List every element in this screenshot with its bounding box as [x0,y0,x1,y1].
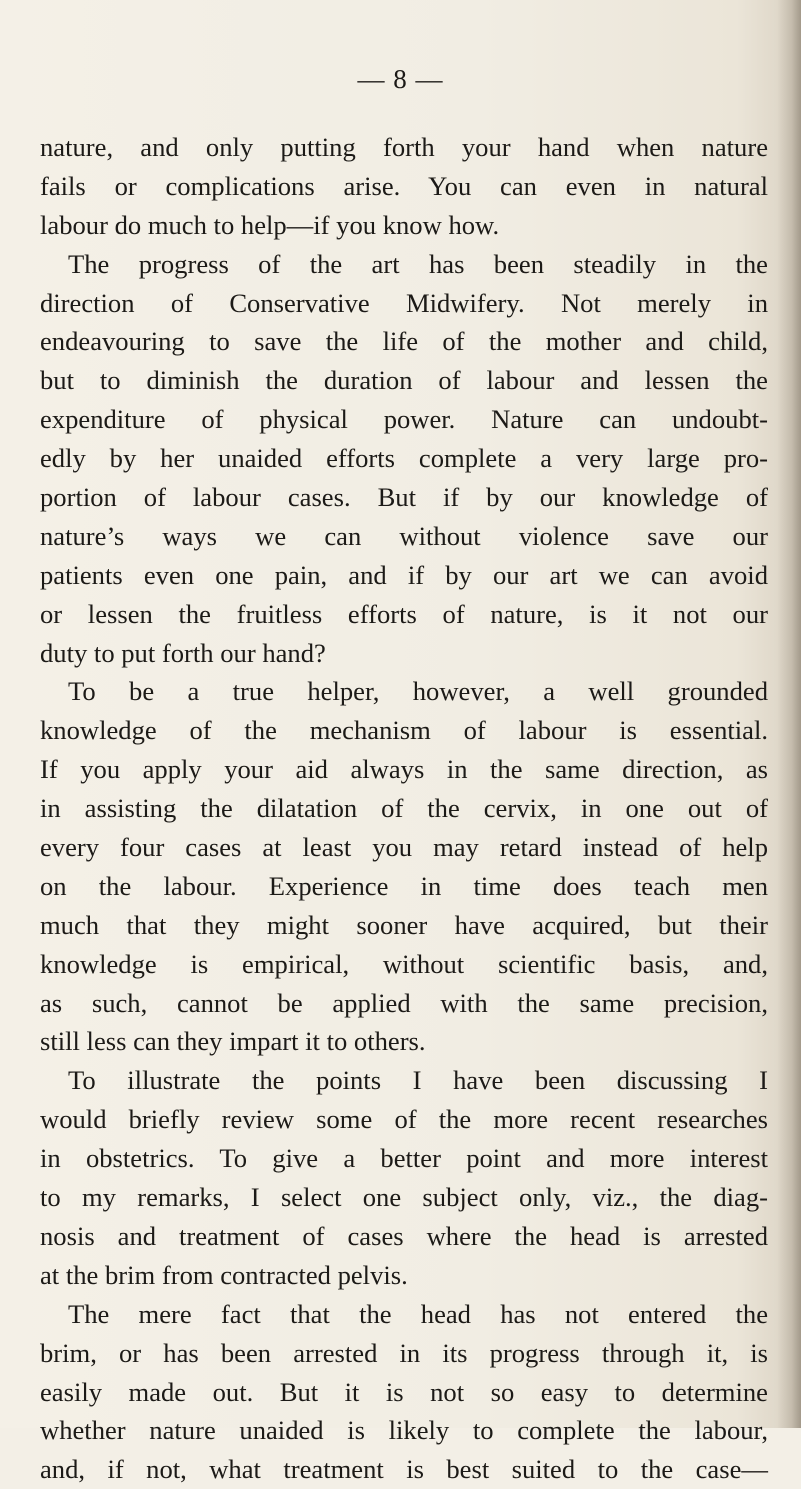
text-line: would briefly review some of the more recent researches [40,1104,768,1135]
text-line: at the brim from contracted pelvis. [40,1259,408,1290]
text-line: in obstetrics. To give a better point and more interest [40,1143,768,1174]
text-line: nature, and only putting forth your hand when nature [40,132,768,162]
text-line: and, if not, what treatment is best suited to the case— [40,1454,768,1485]
text-line: or lessen the fruitless efforts of nature, is it not our [40,598,768,629]
text-line: to my remarks, I select one subject only, viz., the diag- [40,1182,768,1213]
text-line: direction of Conservative Midwifery. Not merely in [40,287,768,318]
page-edge-shadow [777,0,801,1428]
text-line: in assisting the dilatation of the cervix, in one out of [40,793,768,824]
text-line: but to diminish the duration of labour and lessen the [40,365,768,396]
text-line: If you apply your aid always in the same direction, as [40,754,768,785]
body-text [40,128,768,1489]
text-line: To illustrate the points I have been discussing I [68,1065,768,1096]
text-line: fails or complications arise. You can even in natural [40,170,768,201]
text-line: expenditure of physical power. Nature can undoubt- [40,404,768,435]
text-line: edly by her unaided efforts complete a very large pro- [40,443,768,474]
text-line: patients even one pain, and if by our art we can avoid [40,559,768,590]
text-line: The mere fact that the head has not entered the [68,1298,768,1329]
text-line: whether nature unaided is likely to complete the labour, [40,1415,768,1446]
text-line: nature’s ways we can without violence save our [40,520,768,551]
text-line: duty to put forth our hand? [40,637,326,668]
text-line: brim, or has been arrested in its progress through it, is [40,1337,768,1368]
text-line: much that they might sooner have acquired, but their [40,909,768,940]
text-line: every four cases at least you may retard instead of help [40,832,768,863]
text-line: knowledge is empirical, without scientific basis, and, [40,948,768,979]
text-line: portion of labour cases. But if by our knowledge of [40,482,768,513]
text-line: To be a true helper, however, a well grounded [68,676,768,707]
text-line: easily made out. But it is not so easy to determine [40,1376,768,1407]
text-line: The progress of the art has been steadily in the [68,248,768,279]
text-line: labour do much to help—if you know how. [40,209,500,240]
page-number: — 8 — [357,64,444,94]
text-line: knowledge of the mechanism of labour is essential. [40,715,768,746]
text-line: endeavouring to save the life of the mother and child, [40,326,768,357]
text-line: as such, cannot be applied with the same precision, [40,987,768,1018]
text-line: nosis and treatment of cases where the head is arrested [40,1220,768,1251]
text-line: on the labour. Experience in time does teach men [40,870,768,901]
text-line: still less can they impart it to others. [40,1026,426,1057]
